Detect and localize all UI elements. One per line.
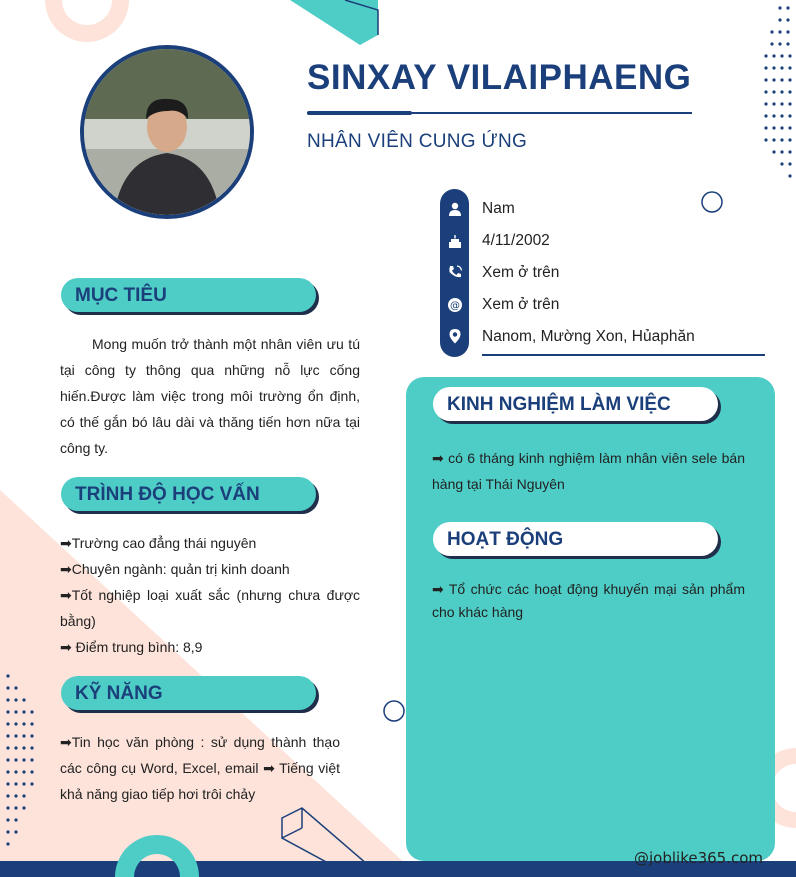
person-icon	[447, 201, 463, 217]
contact-address: Nanom, Mường Xon, Hủaphăn	[482, 328, 695, 345]
section-header-activities	[433, 522, 718, 556]
job-title: NHÂN VIÊN CUNG ỨNG	[307, 131, 528, 152]
name-underline-accent	[307, 111, 412, 115]
avatar	[80, 45, 254, 219]
contact-email: Xem ở trên	[482, 296, 560, 313]
section-title-objective: MỤC TIÊU	[75, 285, 167, 306]
section-header-experience	[433, 387, 718, 421]
contact-birthday: 4/11/2002	[482, 232, 550, 249]
svg-text:@: @	[450, 300, 460, 312]
small-circle-middle	[384, 701, 404, 721]
portrait-photo	[84, 49, 250, 215]
contact-gender: Nam	[482, 200, 515, 217]
phone-icon	[447, 264, 463, 280]
contact-phone: Xem ở trên	[482, 264, 560, 281]
section-header-skills	[61, 676, 316, 710]
skills-text: ➡Tin học văn phòng : sử dụng thành thạo các công cụ Word, Excel, email ➡ Tiếng việt khả năng giao tiếp hơi trôi chảy	[60, 734, 340, 802]
section-header-education	[61, 477, 316, 511]
education-line: ➡Chuyên ngành: quản trị kinh doanh	[60, 561, 290, 577]
section-title-skills: KỸ NĂNG	[75, 683, 163, 704]
activities-text: ➡ Tổ chức các hoạt động khuyến mại sản phẩm cho khác hàng	[432, 581, 745, 620]
candidate-name: SINXAY VILAIPHAENG	[307, 58, 692, 97]
education-line: ➡ Điểm trung bình: 8,9	[60, 639, 203, 655]
contact-underline	[482, 354, 765, 356]
section-title-activities: HOẠT ĐỘNG	[447, 529, 564, 550]
dots-pattern-right	[764, 6, 791, 177]
objective-text: Mong muốn trở thành một nhân viên ưu tú tại công ty thông qua những nỗ lực cống hiến.Được làm việc trong môi trường ổn định, có thế gắn bó lâu dài và thăng tiến hơn nữa tại công ty.	[60, 336, 360, 456]
education-line: ➡Tốt nghiệp loại xuất sắc (nhưng chưa được bằng)	[60, 587, 360, 629]
location-pin-icon	[447, 328, 463, 344]
section-title-education: TRÌNH ĐỘ HỌC VẤN	[75, 484, 260, 505]
education-list	[60, 530, 360, 660]
birthday-cake-icon	[447, 233, 463, 249]
section-header-objective	[61, 278, 316, 312]
section-title-experience: KINH NGHIỆM LÀM VIỆC	[447, 394, 671, 415]
experience-text: ➡ có 6 tháng kinh nghiệm làm nhân viên sele bán hàng tại Thái Nguyên	[432, 450, 745, 492]
small-circle-top-right	[702, 192, 722, 212]
peach-arc-top	[45, 0, 129, 42]
email-at-icon	[447, 297, 463, 313]
education-line: ➡Trường cao đẳng thái nguyên	[60, 535, 257, 551]
watermark: @joblike365.com	[634, 849, 764, 867]
